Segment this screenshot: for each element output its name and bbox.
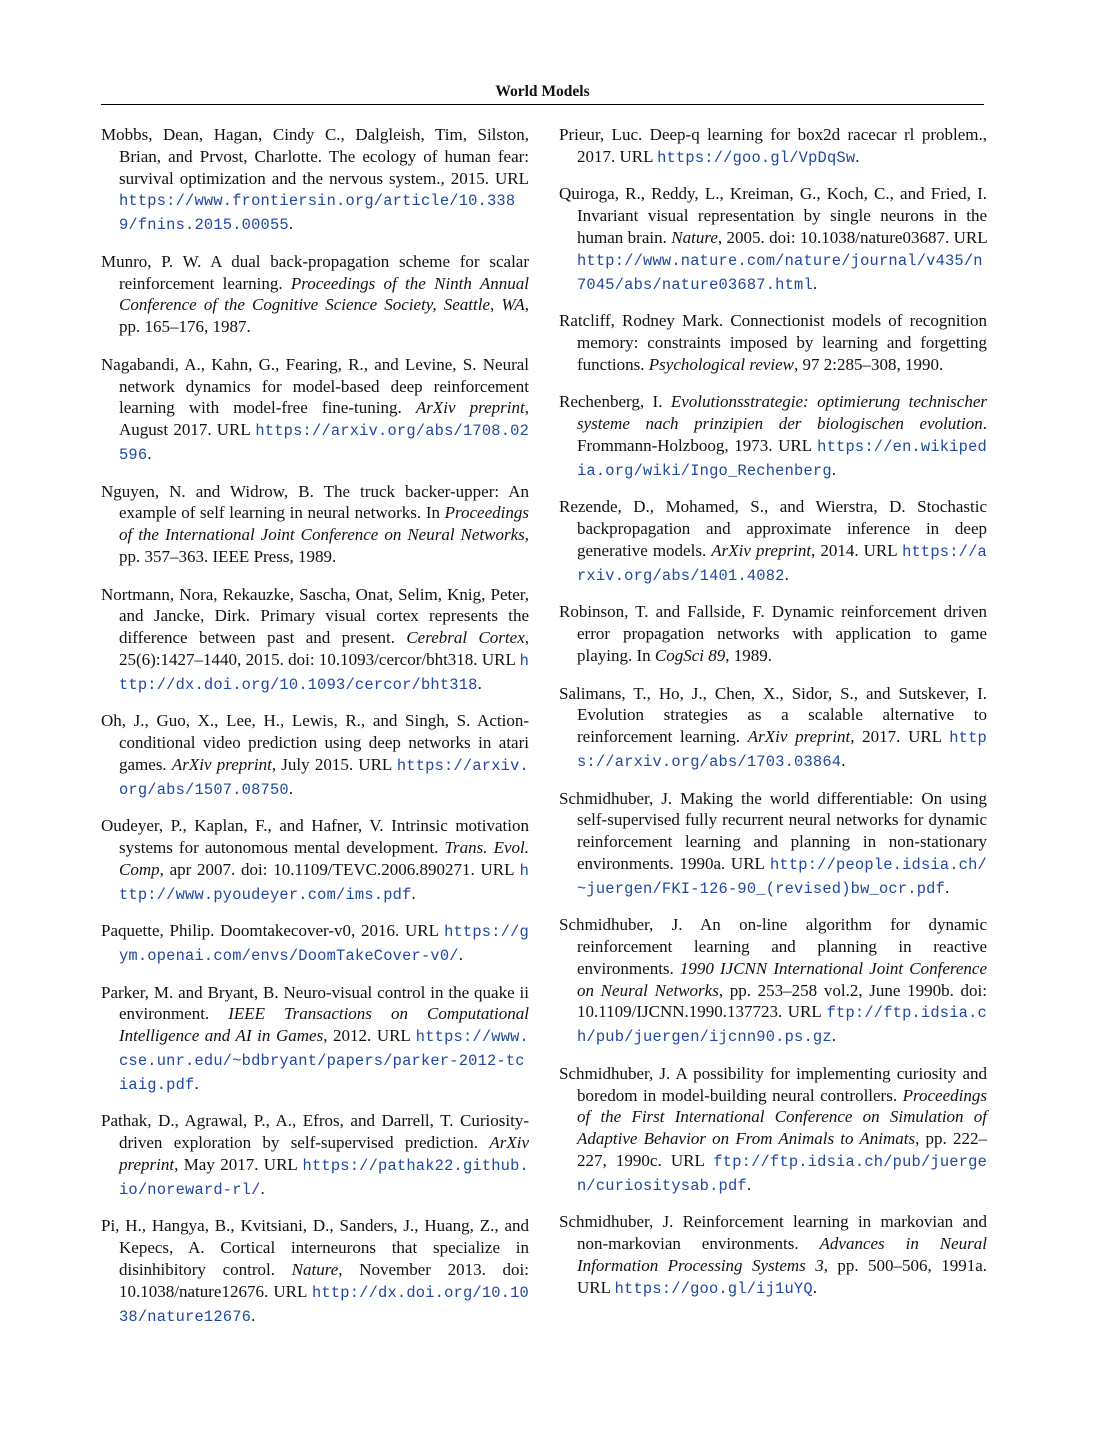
reference-entry: Nortmann, Nora, Rekauzke, Sascha, Onat, Selim, Knig, Peter, and Jancke, Dirk. Primary visual cortex represents the difference between past and present. Cerebral Cortex, 25(6):1427–1440, 2015. doi: 10.1093/cercor/bht318. URL http://dx.doi.org/10.1093/cercor/bht318. [101, 584, 529, 694]
reference-entry: Pathak, D., Agrawal, P., A., Efros, and Darrell, T. Curiosity-driven exploration by self-supervised prediction. ArXiv preprint, May 2017. URL https://pathak22.github.io/noreward-rl/. [101, 1111, 529, 1199]
reference-url-link[interactable]: https://pathak22.github.io/noreward-rl/ [119, 1157, 529, 1199]
reference-url-link[interactable]: http://dx.doi.org/10.1038/nature12676 [119, 1283, 529, 1326]
reference-entry: Prieur, Luc. Deep-q learning for box2d racecar rl problem., 2017. URL https://goo.gl/VpDqSw. [559, 125, 987, 167]
reference-entry: Robinson, T. and Fallside, F. Dynamic reinforcement driven error propagation networks with application to game playing. In CogSci 89, 1989. [559, 602, 987, 665]
reference-entry: Rechenberg, I. Evolutionsstrategie: optimierung technischer systeme nach prinzipien der biologischen evolution. Frommann-Holzboog, 1973. URL https://en.wikipedia.org/wiki/Ingo_Rechenberg. [559, 392, 987, 480]
reference-entry: Nagabandi, A., Kahn, G., Fearing, R., and Levine, S. Neural network dynamics for model-based deep reinforcement learning with model-free fine-tuning. ArXiv preprint, August 2017. URL https://arxiv.org/abs/1708.02596. [101, 354, 529, 464]
reference-entry: Rezende, D., Mohamed, S., and Wierstra, D. Stochastic backpropagation and approximate inference in deep generative models. ArXiv preprint, 2014. URL https://arxiv.org/abs/1401.4082. [559, 497, 987, 585]
reference-url-link[interactable]: https://en.wikipedia.org/wiki/Ingo_Rechenberg [577, 437, 987, 480]
reference-entry: Schmidhuber, J. A possibility for implementing curiosity and boredom in model-building neural controllers. Proceedings of the First International Conference on Simulation of Adaptive Behavior on From Animals to Animats, pp. 222–227, 1990c. URL ftp://ftp.idsia.ch/pub/juergen/curiositysab.pdf. [559, 1063, 987, 1195]
references-right-column [559, 124, 987, 1314]
reference-url-link[interactable]: https://arxiv.org/abs/1507.08750 [119, 756, 529, 799]
reference-url-link[interactable]: https://arxiv.org/abs/1708.02596 [119, 422, 529, 464]
reference-url-link[interactable]: https://www.cse.unr.edu/~bdbryant/papers/parker-2012-tciaig.pdf [119, 1028, 529, 1094]
running-header: World Models [495, 83, 590, 100]
reference-url-link[interactable]: http://www.pyoudeyer.com/ims.pdf [119, 861, 529, 904]
reference-entry: Mobbs, Dean, Hagan, Cindy C., Dalgleish, Tim, Silston, Brian, and Prvost, Charlotte. The ecology of human fear: survival optimization and the nervous system., 2015. URL https://www.frontiersin.org/article/10.3389/fnins.2015.00055. [101, 125, 529, 235]
reference-entry: Paquette, Philip. Doomtakecover-v0, 2016. URL https://gym.openai.com/envs/DoomTakeCover-v0/. [101, 921, 529, 966]
header-rule [101, 104, 984, 105]
reference-entry: Parker, M. and Bryant, B. Neuro-visual control in the quake ii environment. IEEE Transactions on Computational Intelligence and AI in Games, 2012. URL https://www.cse.unr.edu/~bdbryant/papers/parker-2012-tciaig.pdf. [101, 982, 530, 1094]
reference-entry: Schmidhuber, J. Reinforcement learning in markovian and non-markovian environments. Advances in Neural Information Processing Systems 3, pp. 500–506, 1991a. URL https://goo.gl/ij1uYQ. [559, 1212, 987, 1298]
reference-url-link[interactable]: https://arxiv.org/abs/1703.03864 [577, 729, 987, 771]
reference-url-link[interactable]: https://gym.openai.com/envs/DoomTakeCover-v0/ [119, 923, 529, 966]
reference-entry: Schmidhuber, J. An on-line algorithm for dynamic reinforcement learning and planning in reactive environments. 1990 IJCNN International Joint Conference on Neural Networks, pp. 253–258 vol.2, June 1990b. doi: 10.1109/IJCNN.1990.137723. URL ftp://ftp.idsia.ch/pub/juergen/ijcnn90.ps.gz. [559, 915, 987, 1047]
reference-entry: Ratcliff, Rodney Mark. Connectionist models of recognition memory: constraints imposed by learning and forgetting functions. Psychological review, 97 2:285–308, 1990. [559, 311, 987, 374]
reference-url-link[interactable]: https://www.frontiersin.org/article/10.3389/fnins.2015.00055 [119, 192, 516, 235]
reference-entry: Oh, J., Guo, X., Lee, H., Lewis, R., and Singh, S. Action-conditional video prediction using deep networks in atari games. ArXiv preprint, July 2015. URL https://arxiv.org/abs/1507.08750. [101, 711, 529, 799]
reference-entry: Salimans, T., Ho, J., Chen, X., Sidor, S., and Sutskever, I. Evolution strategies as a scalable alternative to reinforcement learning. ArXiv preprint, 2017. URL https://arxiv.org/abs/1703.03864. [559, 683, 987, 771]
reference-entry: Pi, H., Hangya, B., Kvitsiani, D., Sanders, J., Huang, Z., and Kepecs, A. Cortical interneurons that specialize in disinhibitory control. Nature, November 2013. doi: 10.1038/nature12676. URL http://dx.doi.org/10.1038/nature12676. [101, 1216, 530, 1326]
reference-entry: Schmidhuber, J. Making the world differentiable: On using self-supervised fully recurrent neural networks for dynamic reinforcement learning and planning in non-stationary environments. 1990a. URL http://people.idsia.ch/~juergen/FKI-126-90_(revised)bw_ocr.pdf. [559, 788, 987, 898]
reference-url-link[interactable]: ftp://ftp.idsia.ch/pub/juergen/curiositysab.pdf [577, 1153, 987, 1195]
reference-url-link[interactable]: http://www.nature.com/nature/journal/v435/n7045/abs/nature03687.html [577, 251, 983, 294]
reference-url-link[interactable]: ftp://ftp.idsia.ch/pub/juergen/ijcnn90.ps.gz [577, 1004, 987, 1047]
reference-url-link[interactable]: http://dx.doi.org/10.1093/cercor/bht318 [119, 651, 529, 694]
reference-entry: Quiroga, R., Reddy, L., Kreiman, G., Koch, C., and Fried, I. Invariant visual representation by single neurons in the human brain. Nature, 2005. doi: 10.1038/nature03687. URL http://www.nature.com/nature/journal/v435/n7045/abs/nature03687.html. [559, 184, 987, 294]
reference-entry: Nguyen, N. and Widrow, B. The truck backer-upper: An example of self learning in neural networks. In Proceedings of the International Joint Conference on Neural Networks, pp. 357–363. IEEE Press, 1989. [101, 481, 529, 566]
reference-url-link[interactable]: https://goo.gl/VpDqSw [657, 148, 856, 167]
references-left-column [101, 124, 529, 1342]
reference-url-link[interactable]: https://arxiv.org/abs/1401.4082 [577, 542, 987, 585]
reference-entry: Oudeyer, P., Kaplan, F., and Hafner, V. Intrinsic motivation systems for autonomous mental development. Trans. Evol. Comp, apr 2007. doi: 10.1109/TEVC.2006.890271. URL http://www.pyoudeyer.com/ims.pdf. [101, 816, 529, 904]
reference-entry: Munro, P. W. A dual back-propagation scheme for scalar reinforcement learning. Proceedings of the Ninth Annual Conference of the Cognitive Science Society, Seattle, WA, pp. 165–176, 1987. [101, 251, 529, 337]
reference-url-link[interactable]: https://goo.gl/ij1uYQ [614, 1279, 813, 1298]
reference-url-link[interactable]: http://people.idsia.ch/~juergen/FKI-126-90_(revised)bw_ocr.pdf [577, 855, 987, 898]
